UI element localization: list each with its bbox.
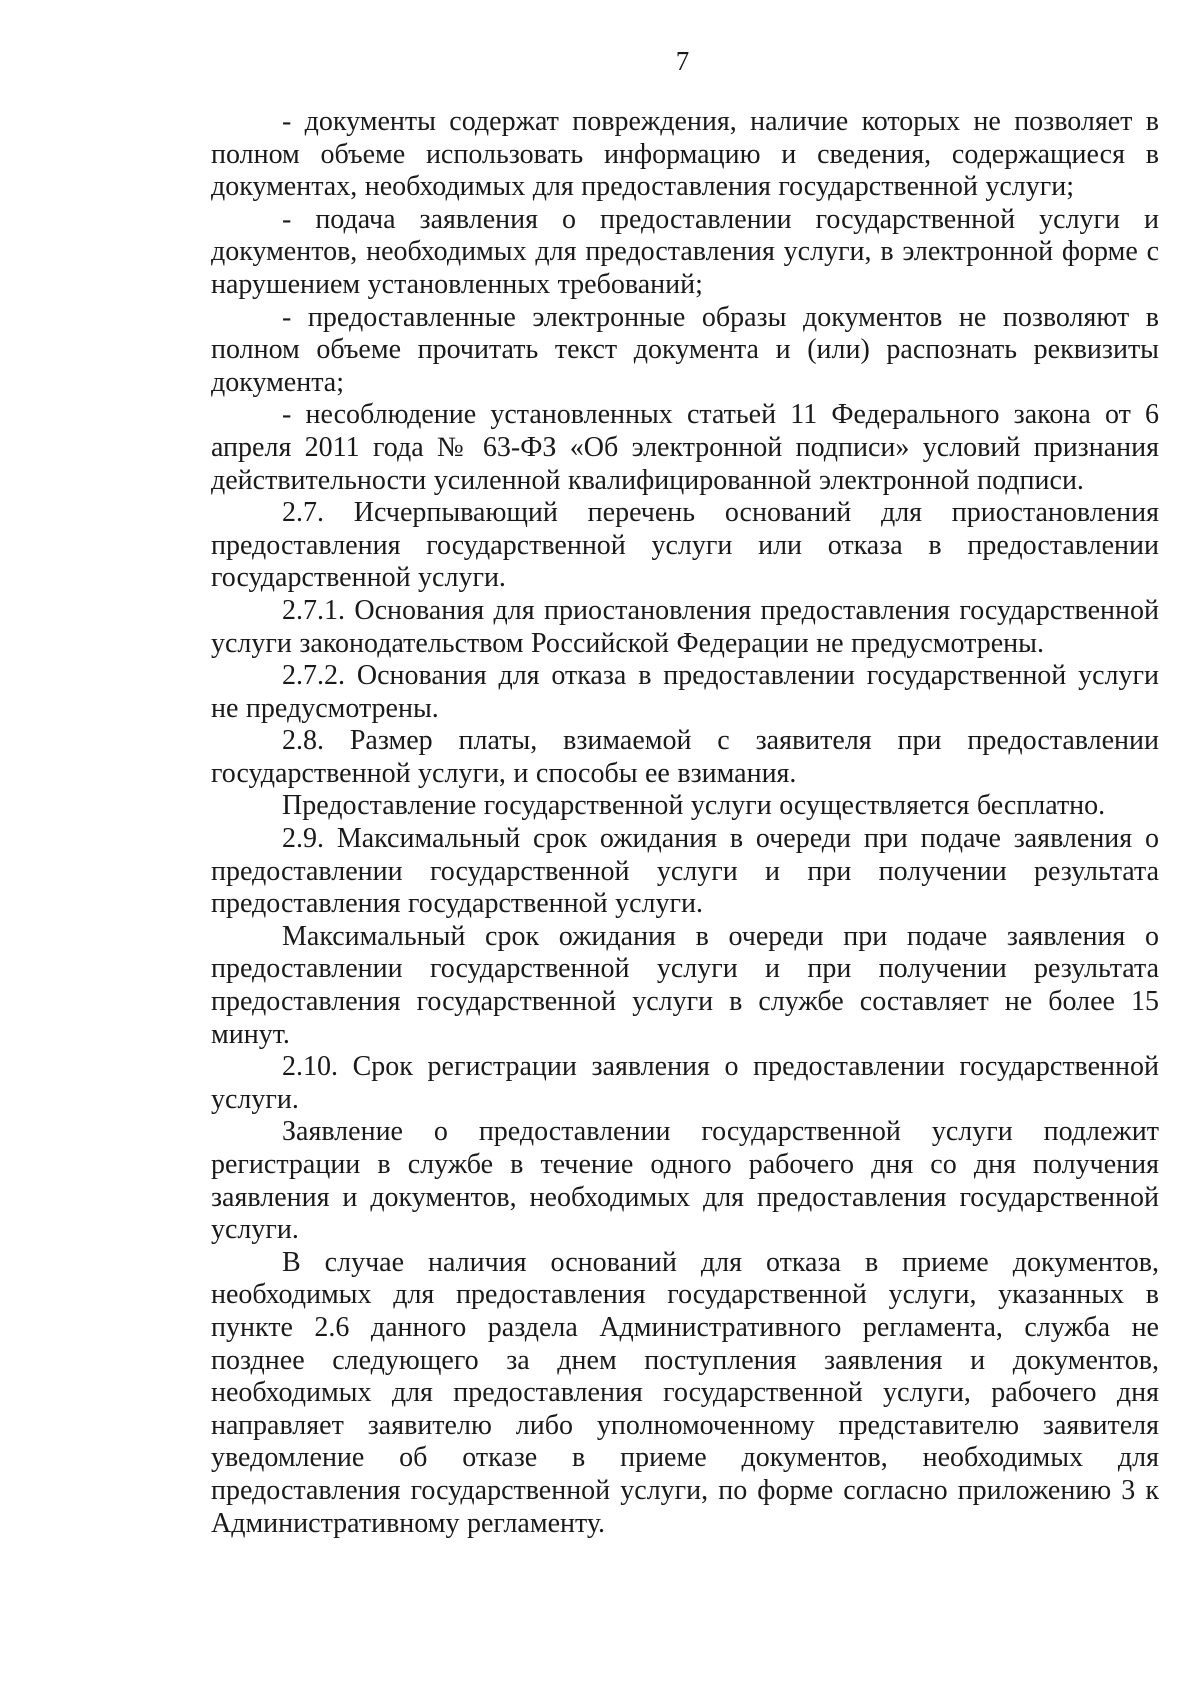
paragraph-section-2-8: 2.8. Размер платы, взимаемой с заявителя при предоставлении государственной услуги, и способы ее взимания. [211, 725, 1159, 789]
document-body [211, 106, 1159, 1540]
paragraph-unreadable-electronic-images: - предоставленные электронные образы документов не позволяют в полном объеме прочитать текст документа и (или) распознать реквизиты документа; [211, 301, 1159, 398]
paragraph-section-2-10: 2.10. Срок регистрации заявления о предоставлении государственной услуги. [211, 1051, 1159, 1115]
paragraph-section-2-7-2: 2.7.2. Основания для отказа в предоставлении государственной услуги не предусмотрены. [211, 660, 1159, 724]
paragraph-section-2-7: 2.7. Исчерпывающий перечень оснований для приостановления предоставления государственной услуги или отказа в предоставлении государственной услуги. [211, 497, 1159, 594]
paragraph-section-2-9: 2.9. Максимальный срок ожидания в очереди при подаче заявления о предоставлении государственной услуги и при получении результата предоставления государственной услуги. [211, 823, 1159, 920]
paragraph-free-of-charge: Предоставление государственной услуги осуществляется бесплатно. [282, 790, 1106, 822]
paragraph-damaged-documents: - документы содержат повреждения, наличие которых не позволяет в полном объеме использовать информацию и сведения, содержащиеся в документах, необходимых для предоставления государственной услуги; [211, 106, 1159, 203]
paragraph-electronic-submission-violation: - подача заявления о предоставлении государственной услуги и документов, необходимых для предоставления услуги, в электронной форме с нарушением установленных требований; [211, 203, 1159, 300]
paragraph-electronic-signature-conditions: - несоблюдение установленных статьей 11 Федерального закона от 6 апреля 2011 года № 63-ФЗ «Об электронной подписи» условий признания действительности усиленной квалифицированной электронной подписи. [211, 399, 1159, 496]
paragraph-max-waiting-time: Максимальный срок ожидания в очереди при подаче заявления о предоставлении государственной услуги и при получении результата предоставления государственной услуги в службе составляет не более 15 минут. [211, 920, 1159, 1050]
page-number: 7 [675, 46, 690, 76]
paragraph-section-2-7-1: 2.7.1. Основания для приостановления предоставления государственной услуги законодательством Российской Федерации не предусмотрены. [211, 594, 1159, 659]
paragraph-refusal-notification: В случае наличия оснований для отказа в приеме документов, необходимых для предоставления государственной услуги, указанных в пункте 2.6 данного раздела Административного регламента, служба не позднее следующего за днем поступления заявления и документов, необходимых для предоставления государственной услуги, рабочего дня направляет заявителю либо уполномоченному представителю заявителя уведомление об отказе в приеме документов, необходимых для предоставления государственной услуги, по форме согласно приложению 3 к Административному регламенту. [211, 1246, 1159, 1539]
paragraph-registration-term: Заявление о предоставлении государственной услуги подлежит регистрации в службе в течение одного рабочего дня со дня получения заявления и документов, необходимых для предоставления государственной услуги. [211, 1116, 1159, 1246]
